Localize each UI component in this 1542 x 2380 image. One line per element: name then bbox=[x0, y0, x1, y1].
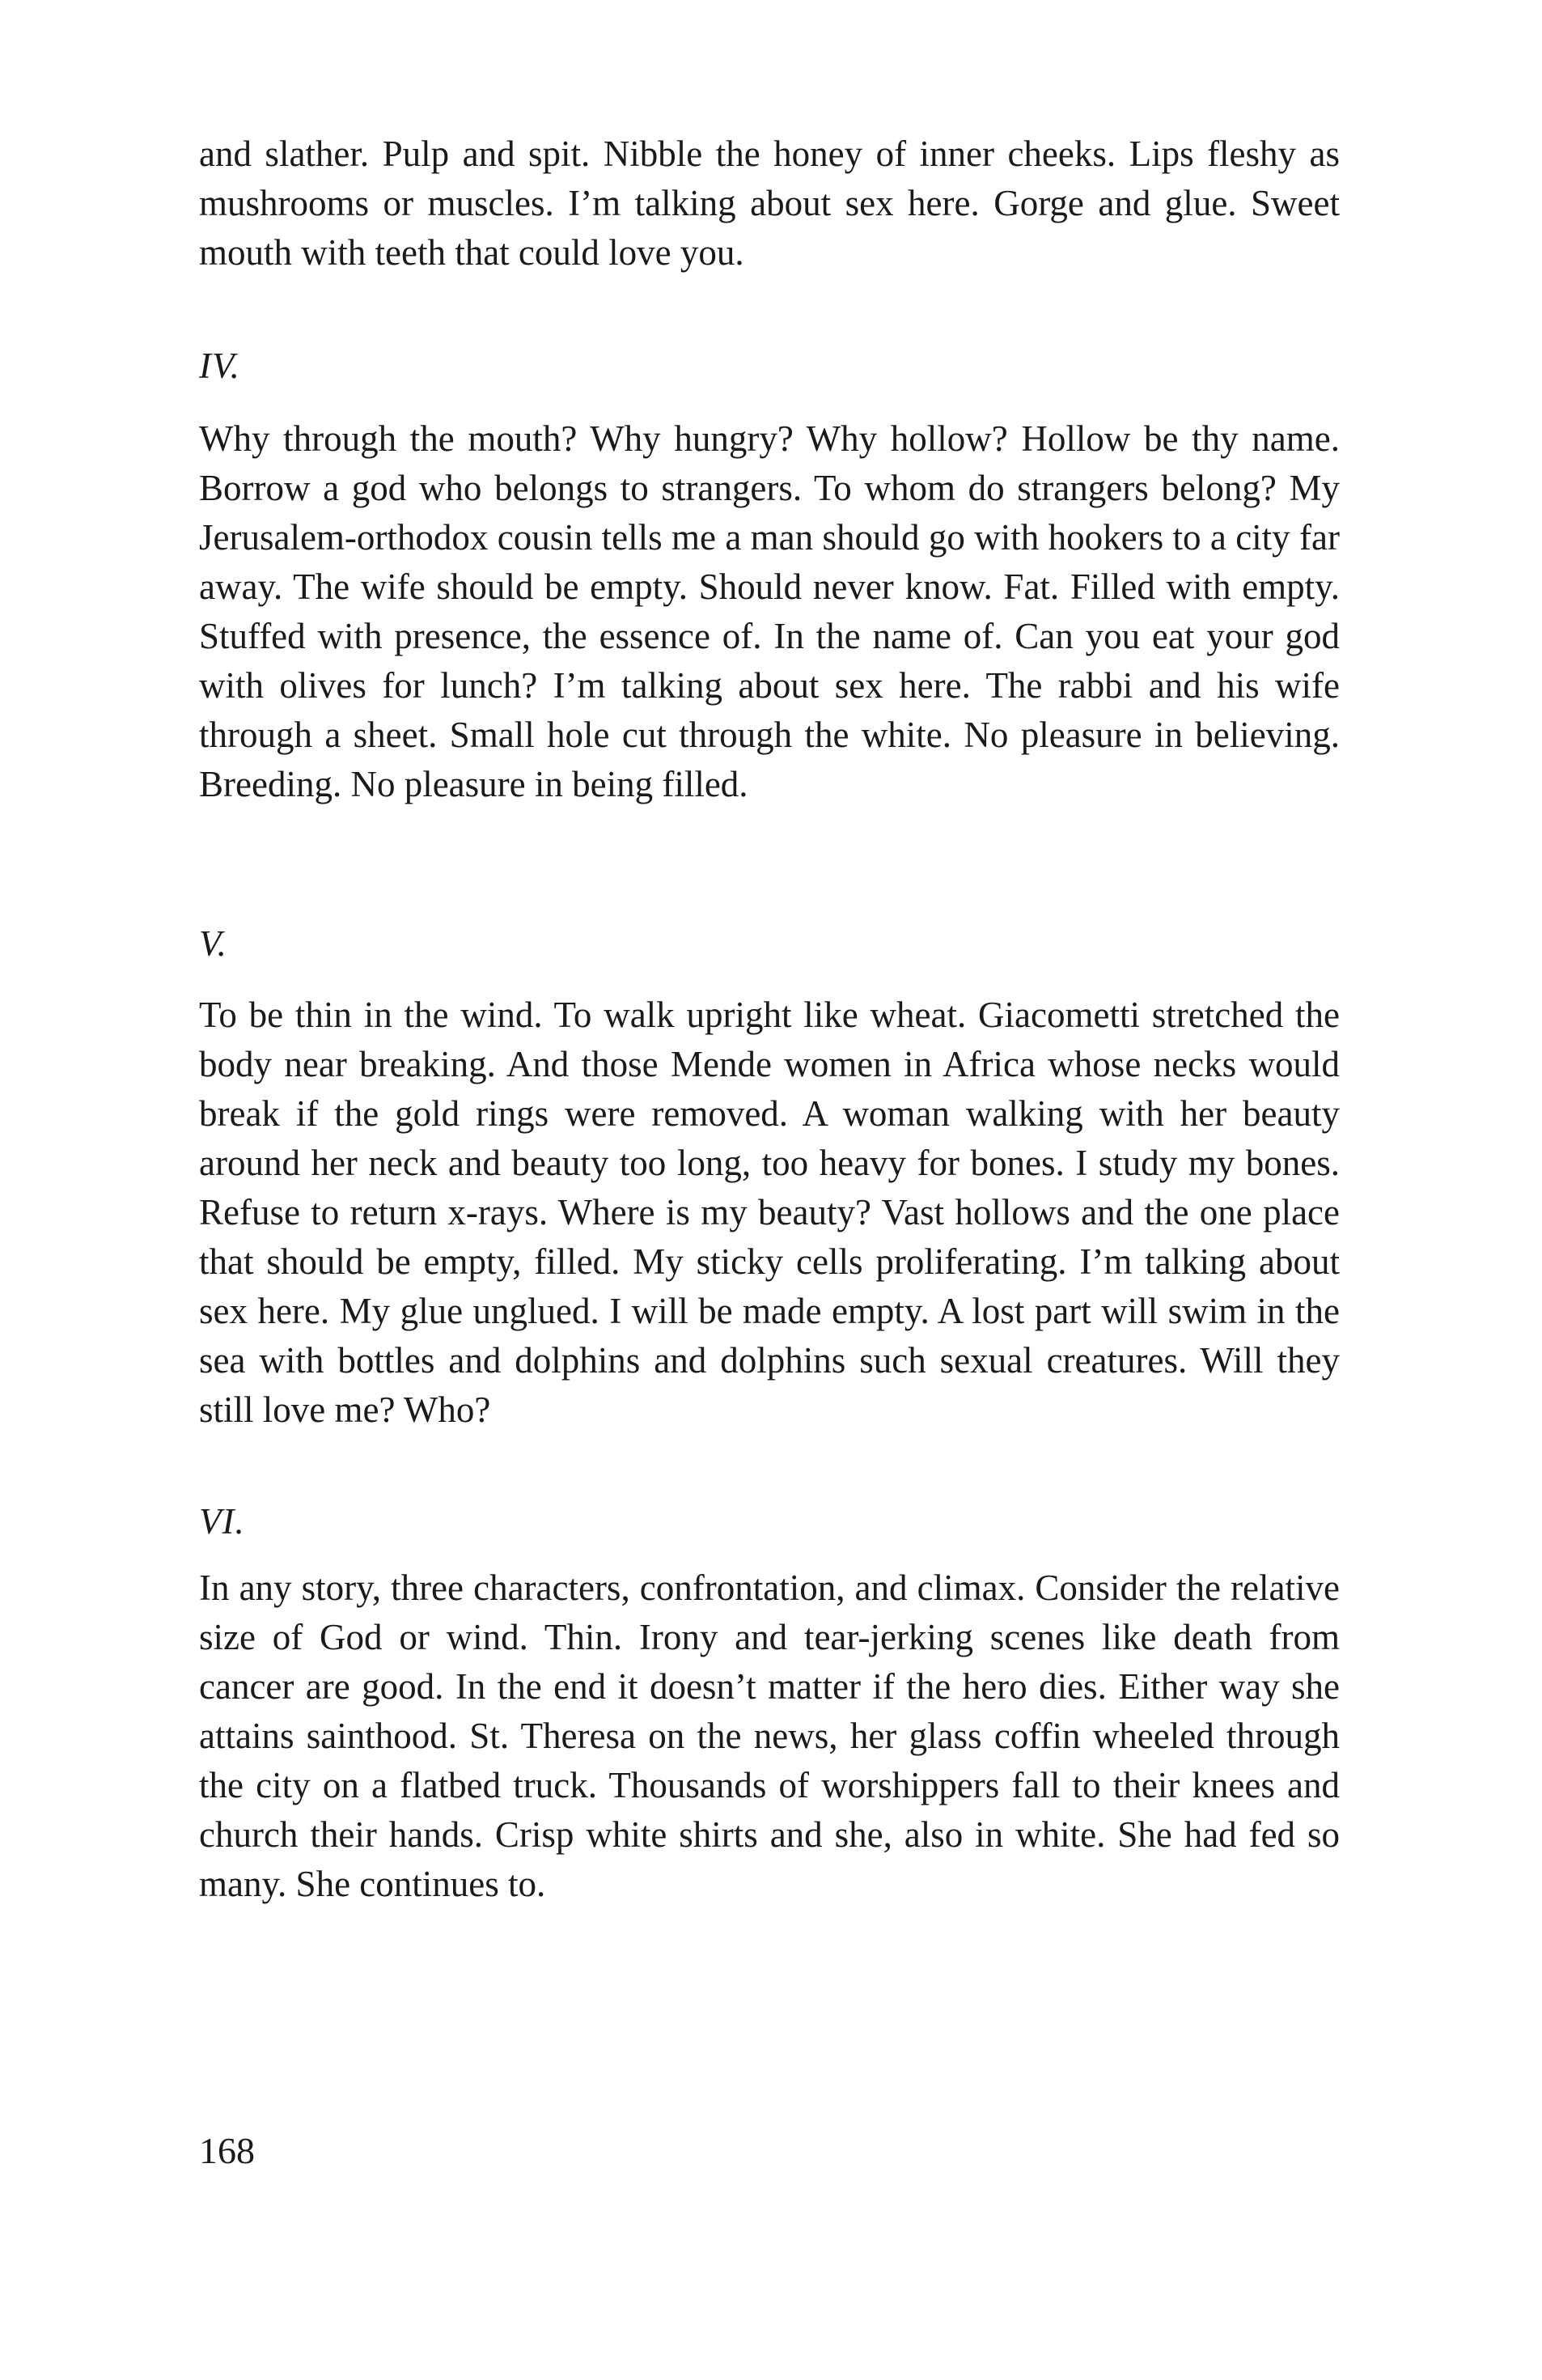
section-heading-iv: IV. bbox=[199, 346, 240, 386]
opening-paragraph: and slather. Pulp and spit. Nibble the honey of inner cheeks. Lips fleshy as mushrooms or muscles. I’m talking about sex here. Gorge and glue. Sweet mouth with teeth that could love you. bbox=[199, 134, 1340, 273]
page-number: 168 bbox=[199, 2130, 255, 2171]
section-v-paragraph-block bbox=[199, 991, 1340, 1435]
section-vi-paragraph-block bbox=[199, 1563, 1340, 1909]
section-iv-paragraph: Why through the mouth? Why hungry? Why hollow? Hollow be thy name. Borrow a god who belongs to strangers. To whom do strangers belong? My Jerusalem-orthodox cousin tells me a man should go with hookers to a city far away. The wife should be empty. Should never know. Fat. Filled with empty. Stuffed with presence, the essence of. In the name of. Can you eat your god with olives for lunch? I’m talking about sex here. The rabbi and his wife through a sheet. Small hole cut through the white. No pleasure in believing. Breeding. No pleasure in being filled. bbox=[199, 418, 1340, 804]
section-heading-vi: VI. bbox=[199, 1501, 245, 1542]
section-heading-v: V. bbox=[199, 923, 227, 964]
section-vi-paragraph: In any story, three characters, confrontation, and climax. Consider the relative size of God or wind. Thin. Irony and tear-jerking scenes like death from cancer are good. In the end it doesn’t matter if the hero dies. Either way she attains sainthood. St. Theresa on the news, her glass coffin wheeled through the city on a flatbed truck. Thousands of worshippers fall to their knees and church their hands. Crisp white shirts and she, also in white. She had fed so many. She continues to. bbox=[199, 1568, 1340, 1904]
section-iv-paragraph-block bbox=[199, 414, 1340, 809]
opening-paragraph-block bbox=[199, 129, 1340, 278]
section-v-paragraph: To be thin in the wind. To walk upright like wheat. Giacometti stretched the body near breaking. And those Mende women in Africa whose necks would break if the gold rings were removed. A woman walking with her beauty around her neck and beauty too long, too heavy for bones. I study my bones. Refuse to return x-rays. Where is my beauty? Vast hollows and the one place that should be empty, filled. My sticky cells proliferating. I’m talking about sex here. My glue unglued. I will be made empty. A lost part will swim in the sea with bottles and dolphins and dolphins such sexual creatures. Will they still love me? Who? bbox=[199, 995, 1340, 1430]
